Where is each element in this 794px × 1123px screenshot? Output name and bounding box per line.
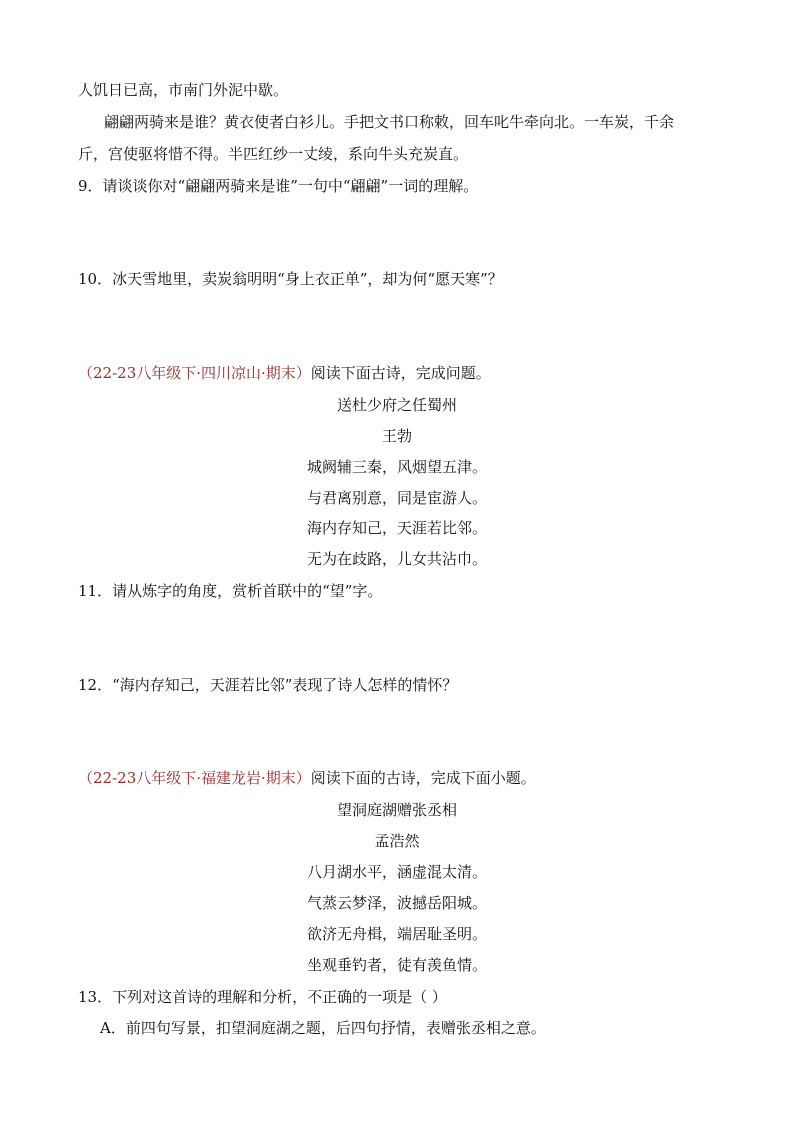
question-13: 13．下列对这首诗的理解和分析，不正确的一项是（ ）	[78, 988, 447, 1006]
question-9: 9．请谈谈你对“翩翩两骑来是谁”一句中“翩翩”一词的理解。	[78, 177, 479, 195]
poem-title: 望洞庭湖赠张丞相	[336, 801, 457, 819]
poem-author: 孟浩然	[374, 832, 420, 850]
section-header	[78, 363, 491, 383]
question-12: 12．“海内存知己，天涯若比邻”表现了诗人怎样的情怀？	[78, 676, 458, 694]
poem-author: 王勃	[381, 427, 412, 445]
instruction: 阅读下面古诗，完成问题。	[310, 364, 491, 382]
poem-line: 翩翩两骑来是谁？黄衣使者白衫儿。手把文书口称敕，回车叱牛牵向北。一车炭，千余	[104, 113, 675, 131]
poem-line: 城阙辅三秦，风烟望五津。	[306, 458, 487, 476]
poem-line: 气蒸云梦泽，波撼岳阳城。	[306, 894, 487, 912]
poem-line: 八月湖水平，涵虚混太清。	[306, 863, 487, 881]
question-11: 11．请从炼字的角度，赏析首联中的“望”字。	[78, 582, 383, 600]
source-note: （22-23八年级下·四川凉山·期末）	[78, 364, 311, 382]
poem-line: 海内存知己，天涯若比邻。	[306, 519, 487, 537]
section-header	[78, 768, 536, 788]
instruction: 阅读下面的古诗，完成下面小题。	[310, 769, 536, 787]
question-10: 10．冰天雪地里，卖炭翁明明“身上衣正单”，却为何“愿天寒”？	[78, 270, 503, 288]
poem-line: 无为在歧路，儿女共沾巾。	[306, 550, 487, 568]
poem-line: 坐观垂钓者，徒有羡鱼情。	[306, 956, 487, 974]
poem-line: 欲济无舟楫，端居耻圣明。	[306, 925, 487, 943]
source-note: （22-23八年级下·福建龙岩·期末）	[78, 769, 311, 787]
poem-title: 送杜少府之任蜀州	[336, 396, 457, 414]
poem-line: 人饥日已高，市南门外泥中歇。	[78, 81, 289, 99]
option-a: A．前四句写景，扣望洞庭湖之题，后四句抒情，表赠张丞相之意。	[100, 1019, 546, 1037]
poem-line: 斤，宫使驱将惜不得。半匹红纱一丈绫，系向牛头充炭直。	[78, 145, 469, 163]
poem-line: 与君离别意，同是宦游人。	[306, 489, 487, 507]
